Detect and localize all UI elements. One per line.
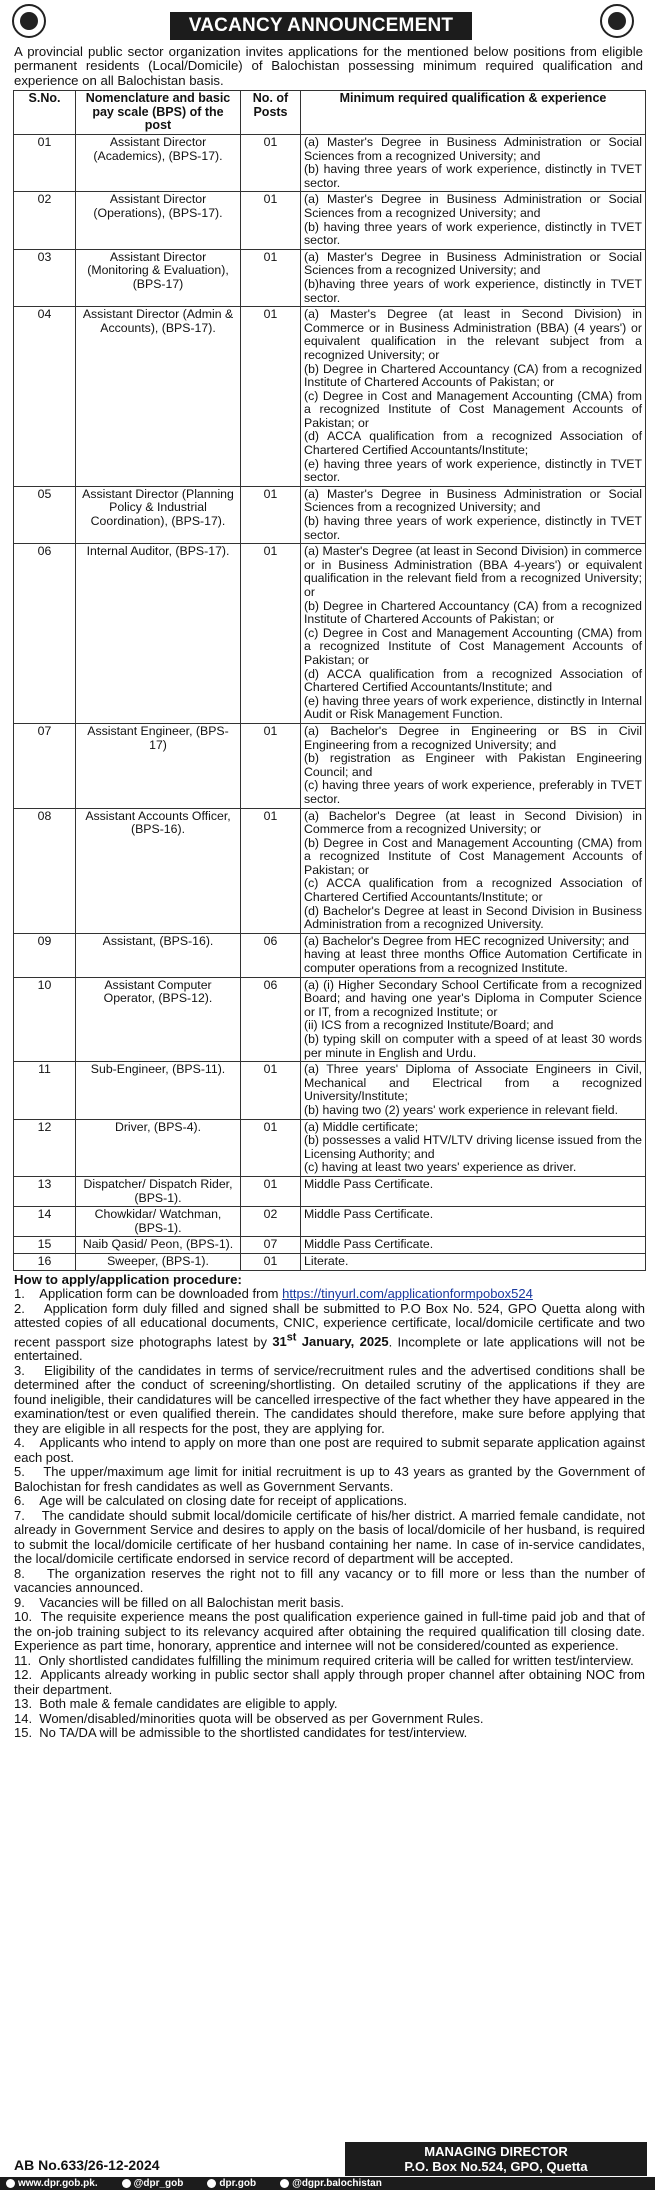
qualification-line: (c) Degree in Cost and Management Accounting (CMA) from a recognized Institute of Cost Management Accounts of Pakistan; or [304, 625, 642, 667]
table-row [14, 307, 646, 487]
positions-table [13, 90, 646, 1270]
row-sno: 04 [14, 307, 76, 487]
qualification-line: (b) possesses a valid HTV/LTV driving license issued from the Licensing Authority; and [304, 1133, 642, 1161]
header [0, 0, 655, 44]
qualification-line: (a) Middle certificate; [304, 1119, 419, 1134]
procedure-item-12: 12. Applicants already working in public sector shall apply through proper channel after obtaining NOC from their department. [14, 1667, 645, 1697]
row-post-name: Assistant Director (Planning Policy & Industrial Coordination), (BPS-17). [76, 486, 241, 543]
row-post-count: 01 [241, 1176, 301, 1206]
qualification-line: (ii) ICS from a recognized Institute/Board; and [304, 1018, 554, 1033]
row-post-name: Assistant Director (Operations), (BPS-17). [76, 192, 241, 249]
how-to-apply-title: How to apply/application procedure: [14, 1271, 242, 1287]
row-post-name: Sub-Engineer, (BPS-11). [76, 1062, 241, 1119]
qualification-line: (b) having three years of work experience, distinctly in TVET sector. [304, 219, 642, 248]
government-logo-icon [12, 4, 46, 38]
row-post-count: 01 [241, 486, 301, 543]
procedure-item-3: 3. Eligibility of the candidates in terms of service/recruitment rules and the advertised conditions shall be determined after the conduct of screening/shortlisting. On detailed scrutiny of the applications if they are found ineligible, their candidatures will be cancelled irrespective of the fact whether they have appeared in the examination/test or even qualified therein. The candidates should therefore, make sure before applying that they are eligible in all respects for the post, they are applying for. [14, 1362, 645, 1436]
procedure-item-15: 15. No TA/DA will be admissible to the shortlisted candidates for test/interview. [14, 1725, 468, 1741]
procedure-item-11: 11. Only shortlisted candidates fulfilling the minimum required criteria will be called for written test/interview. [14, 1652, 634, 1668]
procedure-item-7: 7. The candidate should submit local/domicile certificate of his/her district. A married female candidate, not already in Government Service and desires to apply on the basis of local/domicile of her husband, is required to submit the local/domicile certificate of her husband containing her name. In case of in-service candidates, the local/domicile certificate endorsed in service record of department will be accepted. [14, 1507, 645, 1567]
row-post-name: Internal Auditor, (BPS-17). [76, 544, 241, 724]
table-row [14, 1237, 646, 1254]
row-sno: 05 [14, 486, 76, 543]
qualification-line: (e) having three years of work experience, distinctly in TVET sector. [304, 456, 642, 485]
row-qualification [301, 723, 646, 808]
row-post-name: Assistant, (BPS-16). [76, 933, 241, 977]
row-post-count: 01 [241, 1062, 301, 1119]
page-title: VACANCY ANNOUNCEMENT [170, 12, 472, 40]
row-post-count: 01 [241, 723, 301, 808]
table-row [14, 135, 646, 192]
procedure-list [14, 1364, 645, 1741]
row-qualification [301, 1176, 646, 1206]
deadline-month: January, 2025 [296, 1333, 389, 1349]
instagram-icon [280, 2179, 289, 2188]
twitter-handle[interactable]: @dpr_gob [133, 2178, 184, 2189]
row-sno: 02 [14, 192, 76, 249]
row-sno: 01 [14, 135, 76, 192]
row-qualification [301, 933, 646, 977]
row-post-name: Assistant Director (Academics), (BPS-17). [76, 135, 241, 192]
globe-icon [6, 2179, 15, 2188]
qualification-line: (b) registration as Engineer with Pakistan Engineering Council; and [304, 751, 642, 779]
row-qualification [301, 544, 646, 724]
row-post-count: 01 [241, 307, 301, 487]
table-row [14, 192, 646, 249]
qualification-line: (d) ACCA qualification from a recognized Association of Chartered Certified Accountants/Institute; and [304, 666, 642, 695]
qualification-line: (a) Master's Degree in Business Administration or Social Sciences from a recognized University; and [304, 135, 642, 163]
procedure-item-2-text: 2. Application form duly filled and signed shall be submitted to P.O Box No. 524, GPO Quetta along with attested copies of all educational documents, CNIC, experience certificate, local/domicile certificate and two recent passport size photographs latest by [14, 1300, 645, 1349]
facebook-icon [207, 2179, 216, 2188]
procedure-item-1-text: 1. Application form can be downloaded from [14, 1286, 283, 1301]
row-sno: 06 [14, 544, 76, 724]
procedure-item-2-tail: . Incomplete or late applications will not be entertained. [14, 1333, 645, 1364]
qualification-line: (b) Degree in Chartered Accountancy (CA) from a recognized Institute of Chartered Accounts of Pakistan; or [304, 361, 642, 390]
row-sno: 14 [14, 1207, 76, 1237]
table-row [14, 1207, 646, 1237]
qualification-line: (a) Master's Degree (at least in Second Division) in commerce or in Business Administration (BBA 4-years') or equivalent qualification in the relevant field from a recognized University; or [304, 544, 642, 599]
how-to-apply-section [0, 1273, 655, 1741]
qualification-line: (b) Degree in Cost and Management Accounting (CMA) from a recognized Institute of Cost Management Accounts of Pakistan; or [304, 835, 642, 877]
header-sno: S.No. [14, 91, 76, 135]
row-post-name: Assistant Engineer, (BPS-17) [76, 723, 241, 808]
row-qualification [301, 808, 646, 933]
row-qualification [301, 249, 646, 306]
facebook-handle[interactable]: dpr.gob [219, 2178, 257, 2189]
row-post-count: 06 [241, 933, 301, 977]
row-sno: 09 [14, 933, 76, 977]
qualification-line: (a) Master's Degree (at least in Second Division) in Commerce or in Business Administration (BBA) (4 years') or equivalent qualification in the relevant subject from a recognized University; or [304, 307, 642, 362]
procedure-item-10: 10. The requisite experience means the post qualification experience gained in full-time paid job and that of the on-job training subject to its relevancy acquired after obtaining the required qualification till closing date. Experience as part time, honorary, apprentice and internee will not be considered/counted as experience. [14, 1609, 645, 1654]
qualification-line: (d) ACCA qualification from a recognized Association of Chartered Certified Accountants/Institute; [304, 429, 642, 458]
qualification-line: (a) Master's Degree in Business Administration or Social Sciences from a recognized University; and [304, 249, 642, 278]
twitter-icon [122, 2179, 131, 2188]
row-post-name: Driver, (BPS-4). [76, 1119, 241, 1176]
social-bar [0, 2177, 655, 2190]
managing-director-title: MANAGING DIRECTOR [424, 2144, 568, 2159]
row-post-name: Naib Qasid/ Peon, (BPS-1). [76, 1237, 241, 1254]
procedure-item-5: 5. The upper/maximum age limit for initial recruitment is up to 43 years as granted by the Government of Balochistan for fresh candidates as well as Government Servants. [14, 1464, 645, 1494]
qualification-line: (a) Bachelor's Degree (at least in Second Division) in Commerce from a recognized University; or [304, 808, 642, 837]
qualification-line: (b) typing skill on computer with a speed of at least 30 words per minute in English and Urdu. [304, 1032, 642, 1060]
qualification-line: (a) (i) Higher Secondary School Certificate from a recognized Board; and having one year's Diploma in Computer Science or IT, from a recognized Institute; or [304, 977, 642, 1019]
table-row [14, 977, 646, 1062]
row-qualification [301, 1062, 646, 1119]
row-qualification [301, 192, 646, 249]
table-row [14, 486, 646, 543]
header-qualification: Minimum required qualification & experience [301, 91, 646, 135]
row-post-count: 01 [241, 192, 301, 249]
qualification-line: (a) Three years' Diploma of Associate Engineers in Civil, Mechanical and Electrical from a recognized University/Institute; [304, 1062, 642, 1104]
qualification-line: Literate. [304, 1253, 349, 1268]
qualification-line: (c) having three years of work experience, preferably in TVET sector. [304, 778, 642, 806]
qualification-line: having at least three months Office Automation Certificate in computer operations from a recognized Institute. [304, 947, 642, 976]
row-post-name: Sweeper, (BPS-1). [76, 1253, 241, 1270]
row-qualification [301, 486, 646, 543]
procedure-item-6: 6. Age will be calculated on closing date for receipt of applications. [14, 1493, 408, 1509]
table-body [14, 135, 646, 1271]
application-form-link[interactable]: https://tinyurl.com/applicationformpobox524 [282, 1286, 533, 1301]
qualification-line: (e) having three years of work experience, distinctly in Internal Audit or Risk Management Function. [304, 693, 642, 722]
table-row [14, 1062, 646, 1119]
instagram-handle[interactable]: @dgpr.balochistan [292, 2178, 382, 2189]
table-row [14, 249, 646, 306]
row-post-name: Dispatcher/ Dispatch Rider, (BPS-1). [76, 1176, 241, 1206]
header-nomenclature: Nomenclature and basic pay scale (BPS) of the post [76, 91, 241, 135]
deadline-day-suffix: st [286, 1331, 297, 1344]
row-post-count: 06 [241, 977, 301, 1062]
table-row [14, 808, 646, 933]
table-row [14, 1119, 646, 1176]
qualification-line: (b) Degree in Chartered Accountancy (CA) from a recognized Institute of Chartered Accounts of Pakistan; or [304, 598, 642, 627]
row-qualification [301, 135, 646, 192]
qualification-line: (b) having three years of work experience, distinctly in TVET sector. [304, 514, 642, 542]
row-sno: 10 [14, 977, 76, 1062]
row-sno: 15 [14, 1237, 76, 1254]
row-post-count: 01 [241, 808, 301, 933]
row-post-count: 01 [241, 1119, 301, 1176]
row-qualification [301, 1253, 646, 1270]
qualification-line: (b)having three years of work experience, distinctly in TVET sector. [304, 276, 642, 305]
footer [0, 2140, 655, 2190]
row-qualification [301, 307, 646, 487]
table-header-row [14, 91, 646, 135]
row-post-count: 01 [241, 249, 301, 306]
row-post-name: Assistant Computer Operator, (BPS-12). [76, 977, 241, 1062]
qualification-line: (a) Bachelor's Degree in Engineering or BS in Civil Engineering from a recognized University; and [304, 723, 642, 752]
qualification-line: (b) having three years of work experience, distinctly in TVET sector. [304, 162, 642, 190]
row-post-count: 02 [241, 1207, 301, 1237]
row-post-name: Assistant Accounts Officer, (BPS-16). [76, 808, 241, 933]
qualification-line: Middle Pass Certificate. [304, 1207, 434, 1222]
intro-paragraph: A provincial public sector organization invites applications for the mentioned below positions from eligible permanent residents (Local/Domicile) of Balochistan possessing minimum required qualification and experience on all Balochistan basis. [14, 44, 643, 88]
contact-box [345, 2142, 647, 2176]
row-post-count: 01 [241, 1253, 301, 1270]
qualification-line: (a) Bachelor's Degree from HEC recognized University; and [304, 933, 629, 948]
row-qualification [301, 1237, 646, 1254]
header-posts: No. of Posts [241, 91, 301, 135]
qualification-line: (a) Master's Degree in Business Administration or Social Sciences from a recognized University; and [304, 192, 642, 220]
procedure-item-4: 4. Applicants who intend to apply on more than one post are required to submit separate application against each post. [14, 1435, 645, 1465]
row-sno: 03 [14, 249, 76, 306]
website-link[interactable]: www.dpr.gob.pk. [18, 2178, 98, 2189]
table-row [14, 1253, 646, 1270]
procedure-item-14: 14. Women/disabled/minorities quota will be observed as per Government Rules. [14, 1710, 484, 1726]
qualification-line: (c) having at least two years' experience as driver. [304, 1160, 577, 1175]
table-row [14, 544, 646, 724]
row-qualification [301, 1207, 646, 1237]
qualification-line: Middle Pass Certificate. [304, 1176, 434, 1191]
qualification-line: (d) Bachelor's Degree at least in Second Division in Business Administration from a recognized University. [304, 903, 642, 932]
table-row [14, 933, 646, 977]
qualification-line: (b) having two (2) years' work experience in relevant field. [304, 1102, 619, 1117]
qualification-line: (c) Degree in Cost and Management Accounting (CMA) from a recognized Institute of Cost Management Accounts of Pakistan; or [304, 388, 642, 430]
organization-logo-icon [600, 4, 634, 38]
advertisement-number: AB No.633/26-12-2024 [14, 2157, 160, 2173]
row-post-name: Chowkidar/ Watchman, (BPS-1). [76, 1207, 241, 1237]
row-sno: 12 [14, 1119, 76, 1176]
row-post-name: Assistant Director (Admin & Accounts), (BPS-17). [76, 307, 241, 487]
qualification-line: (c) ACCA qualification from a recognized Association of Chartered Certified Accountants/Institute; or [304, 876, 642, 905]
procedure-item-1 [14, 1287, 645, 1302]
row-post-count: 01 [241, 135, 301, 192]
deadline-day: 31st January, 2025 [272, 1331, 389, 1349]
row-sno: 16 [14, 1253, 76, 1270]
managing-director-address: P.O. Box No.524, GPO, Quetta [404, 2159, 588, 2174]
row-post-count: 07 [241, 1237, 301, 1254]
row-sno: 07 [14, 723, 76, 808]
row-post-count: 01 [241, 544, 301, 724]
row-post-name: Assistant Director (Monitoring & Evaluation), (BPS-17) [76, 249, 241, 306]
row-qualification [301, 977, 646, 1062]
procedure-item-13: 13. Both male & female candidates are eligible to apply. [14, 1696, 338, 1712]
procedure-item-8: 8. The organization reserves the right not to fill any vacancy or to fill more or less than the number of vacancies announced. [14, 1565, 645, 1596]
table-row [14, 723, 646, 808]
row-sno: 11 [14, 1062, 76, 1119]
qualification-line: Middle Pass Certificate. [304, 1237, 434, 1252]
table-row [14, 1176, 646, 1206]
row-sno: 13 [14, 1176, 76, 1206]
procedure-item-2 [14, 1302, 645, 1364]
row-qualification [301, 1119, 646, 1176]
row-sno: 08 [14, 808, 76, 933]
qualification-line: (a) Master's Degree in Business Administration or Social Sciences from a recognized University; and [304, 486, 642, 515]
procedure-item-9: 9. Vacancies will be filled on all Balochistan merit basis. [14, 1594, 344, 1610]
